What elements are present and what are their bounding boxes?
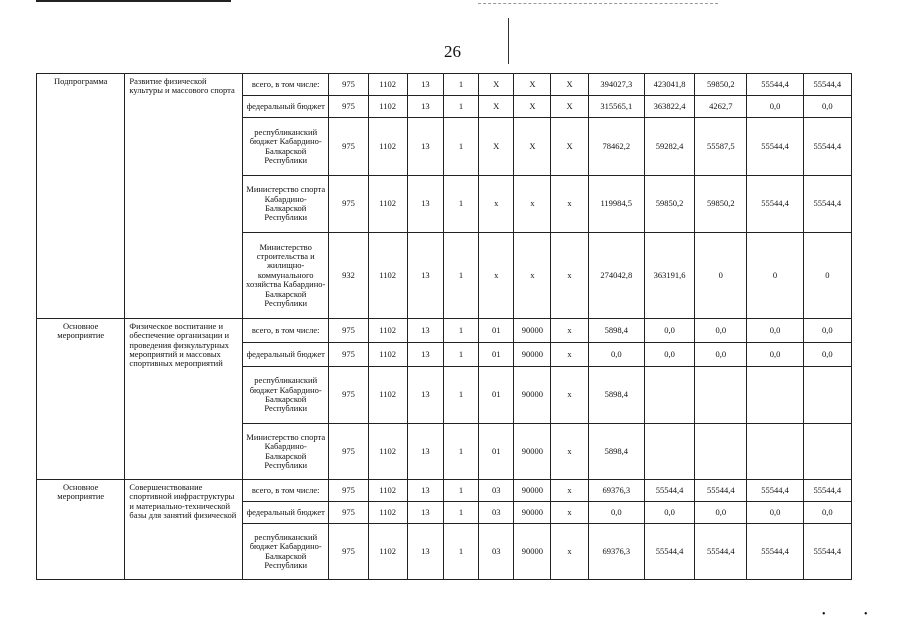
grbs-cell: 975 — [329, 524, 368, 580]
amount-cell: 0,0 — [695, 319, 747, 343]
code-cell: 13 — [407, 524, 443, 580]
grbs-cell: 975 — [329, 118, 368, 176]
rz-cell: 1102 — [368, 424, 407, 480]
amount-cell: 69376,3 — [588, 524, 644, 580]
amount-cell: 55544,4 — [803, 74, 851, 96]
amount-cell — [695, 424, 747, 480]
amount-cell: 0,0 — [695, 343, 747, 367]
code-cell: х — [514, 233, 551, 319]
code-cell: 1 — [443, 118, 478, 176]
code-cell: Х — [514, 74, 551, 96]
code-cell: 03 — [479, 502, 514, 524]
amount-cell: 315565,1 — [588, 96, 644, 118]
funding-source-cell: всего, в том числе: — [242, 74, 328, 96]
code-cell: 90000 — [514, 480, 551, 502]
amount-cell: 59850,2 — [695, 176, 747, 233]
code-cell: 1 — [443, 319, 478, 343]
amount-cell: 363191,6 — [644, 233, 694, 319]
code-cell: 1 — [443, 480, 478, 502]
code-cell: 03 — [479, 524, 514, 580]
amount-cell — [695, 367, 747, 424]
amount-cell: 55544,4 — [695, 480, 747, 502]
amount-cell — [644, 424, 694, 480]
amount-cell: 55544,4 — [747, 74, 803, 96]
code-cell: 01 — [479, 424, 514, 480]
code-cell: 1 — [443, 74, 478, 96]
amount-cell: 59850,2 — [695, 74, 747, 96]
amount-cell: 0,0 — [803, 343, 851, 367]
amount-cell: 0,0 — [747, 343, 803, 367]
code-cell: 1 — [443, 176, 478, 233]
code-cell: 01 — [479, 367, 514, 424]
rz-cell: 1102 — [368, 319, 407, 343]
rz-cell: 1102 — [368, 233, 407, 319]
amount-cell: 0,0 — [644, 343, 694, 367]
rz-cell: 1102 — [368, 176, 407, 233]
code-cell: х — [479, 176, 514, 233]
funding-source-cell: Министерство строительства и жилищно-коммунального хозяйства Кабардино-Балкарской Республики — [242, 233, 328, 319]
amount-cell: 274042,8 — [588, 233, 644, 319]
funding-source-cell: всего, в том числе: — [242, 319, 328, 343]
funding-source-cell: республиканский бюджет Кабардино-Балкарской Республики — [242, 367, 328, 424]
code-cell: 90000 — [514, 502, 551, 524]
code-cell: 1 — [443, 233, 478, 319]
code-cell: х — [551, 233, 588, 319]
code-cell: Х — [551, 96, 588, 118]
code-cell: х — [551, 524, 588, 580]
code-cell: 90000 — [514, 524, 551, 580]
table-row — [37, 74, 852, 96]
rz-cell: 1102 — [368, 502, 407, 524]
grbs-cell: 975 — [329, 343, 368, 367]
code-cell: х — [551, 176, 588, 233]
amount-cell — [803, 367, 851, 424]
amount-cell: 363822,4 — [644, 96, 694, 118]
row-type-cell: Подпрограмма — [37, 74, 125, 319]
funding-source-cell: федеральный бюджет — [242, 96, 328, 118]
amount-cell: 5898,4 — [588, 367, 644, 424]
code-cell: 01 — [479, 319, 514, 343]
funding-source-cell: федеральный бюджет — [242, 343, 328, 367]
row-title-cell: Физическое воспитание и обеспечение организации и проведения физкультурных мероприятий и массовых спортивных мероприятий — [125, 319, 243, 480]
amount-cell: 0,0 — [747, 502, 803, 524]
code-cell: 13 — [407, 367, 443, 424]
code-cell: х — [479, 233, 514, 319]
code-cell: 13 — [407, 74, 443, 96]
rz-cell: 1102 — [368, 480, 407, 502]
top-rule — [36, 0, 231, 2]
amount-cell: 0,0 — [644, 502, 694, 524]
funding-source-cell: всего, в том числе: — [242, 480, 328, 502]
amount-cell: 55544,4 — [747, 480, 803, 502]
code-cell: 90000 — [514, 343, 551, 367]
code-cell: х — [514, 176, 551, 233]
amount-cell: 55544,4 — [695, 524, 747, 580]
code-cell: Х — [479, 96, 514, 118]
grbs-cell: 975 — [329, 96, 368, 118]
amount-cell — [644, 367, 694, 424]
grbs-cell: 975 — [329, 176, 368, 233]
code-cell: 90000 — [514, 367, 551, 424]
code-cell: Х — [551, 118, 588, 176]
funding-source-cell: Министерство спорта Кабардино-Балкарской Республики — [242, 176, 328, 233]
code-cell: 90000 — [514, 424, 551, 480]
funding-source-cell: республиканский бюджет Кабардино-Балкарской Республики — [242, 118, 328, 176]
code-cell: Х — [479, 74, 514, 96]
code-cell: 1 — [443, 424, 478, 480]
amount-cell: 69376,3 — [588, 480, 644, 502]
amount-cell: 55544,4 — [644, 524, 694, 580]
funding-source-cell: федеральный бюджет — [242, 502, 328, 524]
code-cell: 1 — [443, 502, 478, 524]
amount-cell: 0,0 — [803, 502, 851, 524]
budget-table — [36, 73, 852, 580]
amount-cell — [747, 424, 803, 480]
row-title-cell: Совершенствование спортивной инфраструктуры и материально-технической базы для занятий физической — [125, 480, 243, 580]
amount-cell: 0,0 — [747, 319, 803, 343]
code-cell: 13 — [407, 502, 443, 524]
code-cell: Х — [479, 118, 514, 176]
grbs-cell: 932 — [329, 233, 368, 319]
row-title-cell: Развитие физической культуры и массового спорта — [125, 74, 243, 319]
code-cell: х — [551, 424, 588, 480]
code-cell: 13 — [407, 343, 443, 367]
grbs-cell: 975 — [329, 74, 368, 96]
grbs-cell: 975 — [329, 480, 368, 502]
amount-cell: 4262,7 — [695, 96, 747, 118]
amount-cell: 55544,4 — [803, 524, 851, 580]
row-type-cell: Основное мероприятие — [37, 319, 125, 480]
code-cell: х — [551, 480, 588, 502]
amount-cell: 5898,4 — [588, 424, 644, 480]
amount-cell: 59850,2 — [644, 176, 694, 233]
rz-cell: 1102 — [368, 367, 407, 424]
amount-cell: 55587,5 — [695, 118, 747, 176]
code-cell: 13 — [407, 480, 443, 502]
amount-cell: 0,0 — [747, 96, 803, 118]
code-cell: 1 — [443, 96, 478, 118]
amount-cell: 423041,8 — [644, 74, 694, 96]
rz-cell: 1102 — [368, 74, 407, 96]
rz-cell: 1102 — [368, 524, 407, 580]
amount-cell: 0 — [695, 233, 747, 319]
funding-source-cell: Министерство спорта Кабардино-Балкарской Республики — [242, 424, 328, 480]
amount-cell: 0 — [803, 233, 851, 319]
rz-cell: 1102 — [368, 343, 407, 367]
amount-cell — [803, 424, 851, 480]
code-cell: 13 — [407, 96, 443, 118]
grbs-cell: 975 — [329, 367, 368, 424]
code-cell: Х — [514, 118, 551, 176]
row-type-cell: Основное мероприятие — [37, 480, 125, 580]
grbs-cell: 975 — [329, 424, 368, 480]
code-cell: 03 — [479, 480, 514, 502]
code-cell: 13 — [407, 176, 443, 233]
amount-cell: 55544,4 — [644, 480, 694, 502]
code-cell: х — [551, 343, 588, 367]
code-cell: Х — [551, 74, 588, 96]
rz-cell: 1102 — [368, 96, 407, 118]
amount-cell: 55544,4 — [747, 524, 803, 580]
code-cell: 13 — [407, 233, 443, 319]
code-cell: 13 — [407, 319, 443, 343]
grbs-cell: 975 — [329, 319, 368, 343]
code-cell: 01 — [479, 343, 514, 367]
page-number: 26 — [444, 42, 461, 61]
table-row — [37, 319, 852, 343]
amount-cell: 55544,4 — [803, 480, 851, 502]
funding-source-cell: республиканский бюджет Кабардино-Балкарской Республики — [242, 524, 328, 580]
code-cell: х — [551, 502, 588, 524]
amount-cell: 0,0 — [588, 343, 644, 367]
grbs-cell: 975 — [329, 502, 368, 524]
amount-cell: 55544,4 — [747, 176, 803, 233]
rz-cell: 1102 — [368, 118, 407, 176]
code-cell: х — [551, 319, 588, 343]
code-cell: 1 — [443, 367, 478, 424]
amount-cell: 55544,4 — [803, 118, 851, 176]
code-cell: 13 — [407, 424, 443, 480]
amount-cell: 0,0 — [695, 502, 747, 524]
code-cell: 13 — [407, 118, 443, 176]
amount-cell: 0,0 — [644, 319, 694, 343]
amount-cell: 394027,3 — [588, 74, 644, 96]
top-dashed-rule — [478, 3, 718, 4]
amount-cell: 55544,4 — [747, 118, 803, 176]
code-cell: 90000 — [514, 319, 551, 343]
code-cell: Х — [514, 96, 551, 118]
amount-cell: 55544,4 — [803, 176, 851, 233]
amount-cell: 78462,2 — [588, 118, 644, 176]
amount-cell: 119984,5 — [588, 176, 644, 233]
amount-cell: 5898,4 — [588, 319, 644, 343]
scan-marks: • • — [822, 609, 886, 620]
amount-cell: 0,0 — [803, 319, 851, 343]
amount-cell — [747, 367, 803, 424]
amount-cell: 59282,4 — [644, 118, 694, 176]
amount-cell: 0 — [747, 233, 803, 319]
code-cell: 1 — [443, 524, 478, 580]
code-cell: 1 — [443, 343, 478, 367]
amount-cell: 0,0 — [588, 502, 644, 524]
table-row — [37, 480, 852, 502]
code-cell: х — [551, 367, 588, 424]
amount-cell: 0,0 — [803, 96, 851, 118]
